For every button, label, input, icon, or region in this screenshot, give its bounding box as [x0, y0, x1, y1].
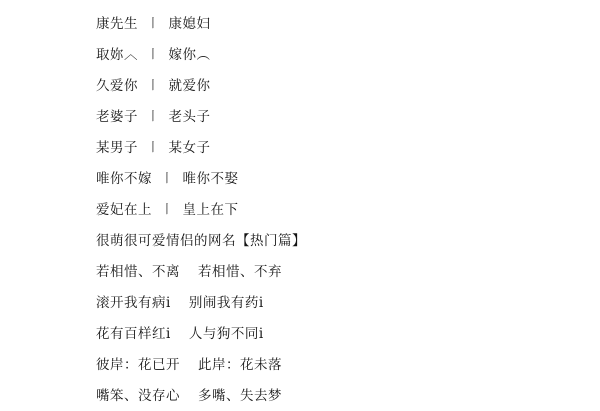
couple-name-line — [96, 318, 560, 349]
couple-name-left: 唯你不嫁 — [96, 171, 152, 186]
couple-name-left: 取妳︿ — [96, 47, 138, 62]
separator-bar: 丨 — [147, 78, 160, 92]
separator-bar: 丨 — [161, 171, 174, 185]
couple-name-right: 皇上在下 — [182, 202, 239, 217]
couple-name-left: 康先生 — [96, 16, 138, 31]
couple-name-line — [96, 194, 560, 225]
separator-bar: 丨 — [147, 140, 160, 154]
couple-name-line — [96, 380, 560, 403]
couple-name-right: 此岸：花未落 — [198, 357, 282, 372]
couple-name-line — [96, 39, 560, 70]
separator-bar: 丨 — [147, 47, 160, 61]
separator-bar: 丨 — [147, 16, 160, 30]
section-heading: 很萌很可爱情侣的网名【热门篇】 — [96, 233, 306, 248]
couple-name-right: 别闹我有药ⅰ — [188, 295, 264, 310]
couple-name-line — [96, 349, 560, 380]
couple-name-left: 花有百样红ⅰ — [96, 326, 171, 341]
couple-name-right: 唯你不娶 — [182, 171, 239, 186]
couple-name-left: 彼岸：花已开 — [96, 357, 180, 372]
couple-name-line — [96, 132, 560, 163]
couple-name-line — [96, 163, 560, 194]
couple-name-right: 就爱你 — [168, 78, 211, 93]
couple-name-left: 滚开我有病ⅰ — [96, 295, 171, 310]
couple-name-left: 爱妃在上 — [96, 202, 152, 217]
separator-bar: 丨 — [147, 109, 160, 123]
couple-name-line — [96, 287, 560, 318]
couple-name-left: 久爱你 — [96, 78, 138, 93]
couple-name-right: 康媳妇 — [168, 16, 211, 31]
couple-name-right: 若相惜、不弃 — [198, 264, 282, 279]
couple-name-right: 某女子 — [168, 140, 211, 155]
couple-name-left: 某男子 — [96, 140, 138, 155]
separator-bar: 丨 — [161, 202, 174, 216]
couple-name-line — [96, 8, 560, 39]
couple-name-right: 多嘴、失去梦 — [198, 388, 282, 403]
couple-name-line — [96, 256, 560, 287]
couple-name-left: 老婆子 — [96, 109, 138, 124]
couple-name-left: 若相惜、不离 — [96, 264, 180, 279]
couple-name-right: 人与狗不同ⅰ — [188, 326, 264, 341]
couple-name-left: 嘴笨、没存心 — [96, 388, 180, 403]
couple-name-right: 老头子 — [168, 109, 211, 124]
document-body — [96, 8, 560, 403]
couple-name-right: 嫁你︵ — [168, 47, 211, 62]
couple-name-line — [96, 70, 560, 101]
couple-name-line — [96, 101, 560, 132]
